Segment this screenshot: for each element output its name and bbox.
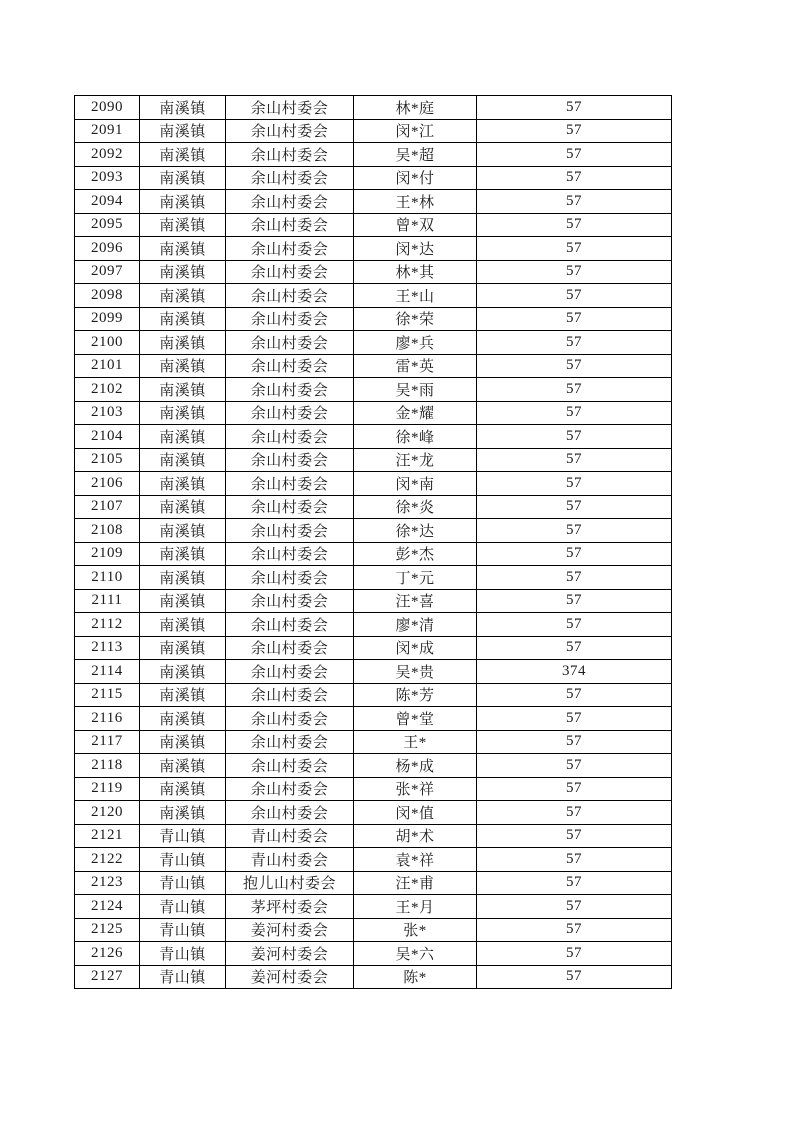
table-row bbox=[75, 213, 672, 237]
table-row bbox=[75, 495, 672, 519]
town-cell: 南溪镇 bbox=[140, 401, 226, 425]
roster-table-body bbox=[75, 96, 672, 989]
village-cell: 余山村委会 bbox=[226, 636, 354, 660]
value-cell: 57 bbox=[477, 354, 672, 378]
serial-cell: 2098 bbox=[75, 284, 140, 308]
village-cell: 余山村委会 bbox=[226, 401, 354, 425]
village-cell: 余山村委会 bbox=[226, 354, 354, 378]
name-cell: 陈*芳 bbox=[354, 683, 477, 707]
name-cell: 闵*值 bbox=[354, 801, 477, 825]
value-cell: 57 bbox=[477, 401, 672, 425]
town-cell: 南溪镇 bbox=[140, 472, 226, 496]
town-cell: 南溪镇 bbox=[140, 801, 226, 825]
village-cell: 余山村委会 bbox=[226, 237, 354, 261]
village-cell: 余山村委会 bbox=[226, 119, 354, 143]
value-cell: 57 bbox=[477, 166, 672, 190]
table-row bbox=[75, 848, 672, 872]
town-cell: 南溪镇 bbox=[140, 166, 226, 190]
village-cell: 余山村委会 bbox=[226, 190, 354, 214]
name-cell: 彭*杰 bbox=[354, 542, 477, 566]
value-cell: 57 bbox=[477, 190, 672, 214]
value-cell: 57 bbox=[477, 613, 672, 637]
serial-cell: 2120 bbox=[75, 801, 140, 825]
table-row bbox=[75, 166, 672, 190]
serial-cell: 2103 bbox=[75, 401, 140, 425]
village-cell: 余山村委会 bbox=[226, 589, 354, 613]
town-cell: 南溪镇 bbox=[140, 730, 226, 754]
table-row bbox=[75, 942, 672, 966]
value-cell: 57 bbox=[477, 754, 672, 778]
village-cell: 姜河村委会 bbox=[226, 965, 354, 989]
name-cell: 闵*成 bbox=[354, 636, 477, 660]
table-row bbox=[75, 777, 672, 801]
village-cell: 余山村委会 bbox=[226, 707, 354, 731]
serial-cell: 2104 bbox=[75, 425, 140, 449]
serial-cell: 2092 bbox=[75, 143, 140, 167]
village-cell: 余山村委会 bbox=[226, 613, 354, 637]
village-cell: 余山村委会 bbox=[226, 777, 354, 801]
town-cell: 青山镇 bbox=[140, 824, 226, 848]
name-cell: 汪*龙 bbox=[354, 448, 477, 472]
town-cell: 青山镇 bbox=[140, 942, 226, 966]
table-row bbox=[75, 401, 672, 425]
village-cell: 余山村委会 bbox=[226, 213, 354, 237]
town-cell: 南溪镇 bbox=[140, 237, 226, 261]
name-cell: 胡*术 bbox=[354, 824, 477, 848]
value-cell: 57 bbox=[477, 542, 672, 566]
serial-cell: 2119 bbox=[75, 777, 140, 801]
town-cell: 南溪镇 bbox=[140, 636, 226, 660]
name-cell: 徐*炎 bbox=[354, 495, 477, 519]
town-cell: 南溪镇 bbox=[140, 660, 226, 684]
town-cell: 南溪镇 bbox=[140, 495, 226, 519]
serial-cell: 2125 bbox=[75, 918, 140, 942]
village-cell: 余山村委会 bbox=[226, 801, 354, 825]
value-cell: 57 bbox=[477, 566, 672, 590]
table-row bbox=[75, 472, 672, 496]
serial-cell: 2118 bbox=[75, 754, 140, 778]
table-row bbox=[75, 871, 672, 895]
table-row bbox=[75, 378, 672, 402]
serial-cell: 2115 bbox=[75, 683, 140, 707]
name-cell: 廖*兵 bbox=[354, 331, 477, 355]
town-cell: 南溪镇 bbox=[140, 542, 226, 566]
serial-cell: 2112 bbox=[75, 613, 140, 637]
village-cell: 余山村委会 bbox=[226, 284, 354, 308]
village-cell: 余山村委会 bbox=[226, 730, 354, 754]
town-cell: 青山镇 bbox=[140, 848, 226, 872]
table-row bbox=[75, 448, 672, 472]
name-cell: 廖*清 bbox=[354, 613, 477, 637]
name-cell: 闵*江 bbox=[354, 119, 477, 143]
town-cell: 南溪镇 bbox=[140, 707, 226, 731]
value-cell: 57 bbox=[477, 260, 672, 284]
value-cell: 57 bbox=[477, 378, 672, 402]
village-cell: 余山村委会 bbox=[226, 495, 354, 519]
table-row bbox=[75, 707, 672, 731]
value-cell: 57 bbox=[477, 942, 672, 966]
serial-cell: 2106 bbox=[75, 472, 140, 496]
table-row bbox=[75, 260, 672, 284]
table-row bbox=[75, 190, 672, 214]
value-cell: 57 bbox=[477, 918, 672, 942]
village-cell: 青山村委会 bbox=[226, 824, 354, 848]
name-cell: 张*祥 bbox=[354, 777, 477, 801]
name-cell: 陈* bbox=[354, 965, 477, 989]
name-cell: 闵*达 bbox=[354, 237, 477, 261]
value-cell: 57 bbox=[477, 213, 672, 237]
serial-cell: 2096 bbox=[75, 237, 140, 261]
name-cell: 吴*超 bbox=[354, 143, 477, 167]
name-cell: 闵*付 bbox=[354, 166, 477, 190]
name-cell: 王*林 bbox=[354, 190, 477, 214]
village-cell: 茅坪村委会 bbox=[226, 895, 354, 919]
name-cell: 雷*英 bbox=[354, 354, 477, 378]
table-row bbox=[75, 895, 672, 919]
name-cell: 袁*祥 bbox=[354, 848, 477, 872]
serial-cell: 2095 bbox=[75, 213, 140, 237]
village-cell: 余山村委会 bbox=[226, 683, 354, 707]
town-cell: 南溪镇 bbox=[140, 331, 226, 355]
village-cell: 余山村委会 bbox=[226, 260, 354, 284]
name-cell: 林*其 bbox=[354, 260, 477, 284]
table-row bbox=[75, 307, 672, 331]
town-cell: 南溪镇 bbox=[140, 119, 226, 143]
name-cell: 闵*南 bbox=[354, 472, 477, 496]
village-cell: 余山村委会 bbox=[226, 307, 354, 331]
town-cell: 青山镇 bbox=[140, 871, 226, 895]
town-cell: 南溪镇 bbox=[140, 378, 226, 402]
town-cell: 青山镇 bbox=[140, 965, 226, 989]
serial-cell: 2114 bbox=[75, 660, 140, 684]
village-cell: 余山村委会 bbox=[226, 566, 354, 590]
value-cell: 57 bbox=[477, 801, 672, 825]
town-cell: 青山镇 bbox=[140, 918, 226, 942]
village-cell: 余山村委会 bbox=[226, 331, 354, 355]
name-cell: 曾*堂 bbox=[354, 707, 477, 731]
village-cell: 余山村委会 bbox=[226, 96, 354, 120]
value-cell: 57 bbox=[477, 237, 672, 261]
table-row bbox=[75, 237, 672, 261]
town-cell: 南溪镇 bbox=[140, 96, 226, 120]
value-cell: 57 bbox=[477, 307, 672, 331]
value-cell: 57 bbox=[477, 495, 672, 519]
village-cell: 余山村委会 bbox=[226, 166, 354, 190]
table-row bbox=[75, 284, 672, 308]
serial-cell: 2127 bbox=[75, 965, 140, 989]
table-row bbox=[75, 119, 672, 143]
value-cell: 57 bbox=[477, 284, 672, 308]
value-cell: 57 bbox=[477, 519, 672, 543]
name-cell: 林*庭 bbox=[354, 96, 477, 120]
serial-cell: 2124 bbox=[75, 895, 140, 919]
serial-cell: 2126 bbox=[75, 942, 140, 966]
serial-cell: 2101 bbox=[75, 354, 140, 378]
name-cell: 张* bbox=[354, 918, 477, 942]
serial-cell: 2090 bbox=[75, 96, 140, 120]
serial-cell: 2117 bbox=[75, 730, 140, 754]
value-cell: 57 bbox=[477, 965, 672, 989]
value-cell: 374 bbox=[477, 660, 672, 684]
value-cell: 57 bbox=[477, 119, 672, 143]
village-cell: 余山村委会 bbox=[226, 448, 354, 472]
village-cell: 姜河村委会 bbox=[226, 918, 354, 942]
table-row bbox=[75, 542, 672, 566]
value-cell: 57 bbox=[477, 824, 672, 848]
table-row bbox=[75, 918, 672, 942]
town-cell: 南溪镇 bbox=[140, 448, 226, 472]
town-cell: 南溪镇 bbox=[140, 307, 226, 331]
table-row bbox=[75, 824, 672, 848]
village-cell: 余山村委会 bbox=[226, 754, 354, 778]
serial-cell: 2110 bbox=[75, 566, 140, 590]
table-row bbox=[75, 425, 672, 449]
name-cell: 王* bbox=[354, 730, 477, 754]
name-cell: 金*耀 bbox=[354, 401, 477, 425]
town-cell: 南溪镇 bbox=[140, 143, 226, 167]
serial-cell: 2111 bbox=[75, 589, 140, 613]
town-cell: 南溪镇 bbox=[140, 566, 226, 590]
name-cell: 王*山 bbox=[354, 284, 477, 308]
value-cell: 57 bbox=[477, 425, 672, 449]
value-cell: 57 bbox=[477, 472, 672, 496]
table-row bbox=[75, 801, 672, 825]
serial-cell: 2113 bbox=[75, 636, 140, 660]
name-cell: 吴*贵 bbox=[354, 660, 477, 684]
village-cell: 余山村委会 bbox=[226, 519, 354, 543]
town-cell: 南溪镇 bbox=[140, 777, 226, 801]
serial-cell: 2116 bbox=[75, 707, 140, 731]
serial-cell: 2123 bbox=[75, 871, 140, 895]
table-row bbox=[75, 754, 672, 778]
town-cell: 南溪镇 bbox=[140, 284, 226, 308]
table-row bbox=[75, 965, 672, 989]
name-cell: 汪*喜 bbox=[354, 589, 477, 613]
town-cell: 南溪镇 bbox=[140, 213, 226, 237]
value-cell: 57 bbox=[477, 683, 672, 707]
village-cell: 抱儿山村委会 bbox=[226, 871, 354, 895]
value-cell: 57 bbox=[477, 589, 672, 613]
serial-cell: 2121 bbox=[75, 824, 140, 848]
table-row bbox=[75, 589, 672, 613]
value-cell: 57 bbox=[477, 707, 672, 731]
serial-cell: 2122 bbox=[75, 848, 140, 872]
roster-table bbox=[74, 95, 672, 989]
table-row bbox=[75, 143, 672, 167]
serial-cell: 2094 bbox=[75, 190, 140, 214]
name-cell: 王*月 bbox=[354, 895, 477, 919]
town-cell: 青山镇 bbox=[140, 895, 226, 919]
town-cell: 南溪镇 bbox=[140, 354, 226, 378]
serial-cell: 2100 bbox=[75, 331, 140, 355]
village-cell: 余山村委会 bbox=[226, 425, 354, 449]
town-cell: 南溪镇 bbox=[140, 425, 226, 449]
name-cell: 吴*六 bbox=[354, 942, 477, 966]
village-cell: 余山村委会 bbox=[226, 660, 354, 684]
name-cell: 徐*峰 bbox=[354, 425, 477, 449]
table-row bbox=[75, 636, 672, 660]
table-row bbox=[75, 730, 672, 754]
name-cell: 杨*成 bbox=[354, 754, 477, 778]
serial-cell: 2102 bbox=[75, 378, 140, 402]
town-cell: 南溪镇 bbox=[140, 190, 226, 214]
town-cell: 南溪镇 bbox=[140, 519, 226, 543]
table-row bbox=[75, 660, 672, 684]
table-row bbox=[75, 613, 672, 637]
name-cell: 汪*甫 bbox=[354, 871, 477, 895]
value-cell: 57 bbox=[477, 96, 672, 120]
serial-cell: 2105 bbox=[75, 448, 140, 472]
value-cell: 57 bbox=[477, 871, 672, 895]
village-cell: 余山村委会 bbox=[226, 542, 354, 566]
village-cell: 姜河村委会 bbox=[226, 942, 354, 966]
value-cell: 57 bbox=[477, 331, 672, 355]
value-cell: 57 bbox=[477, 895, 672, 919]
table-row bbox=[75, 519, 672, 543]
name-cell: 曾*双 bbox=[354, 213, 477, 237]
table-row bbox=[75, 566, 672, 590]
table-row bbox=[75, 683, 672, 707]
value-cell: 57 bbox=[477, 730, 672, 754]
serial-cell: 2107 bbox=[75, 495, 140, 519]
value-cell: 57 bbox=[477, 448, 672, 472]
serial-cell: 2099 bbox=[75, 307, 140, 331]
village-cell: 余山村委会 bbox=[226, 378, 354, 402]
value-cell: 57 bbox=[477, 777, 672, 801]
serial-cell: 2093 bbox=[75, 166, 140, 190]
name-cell: 徐*荣 bbox=[354, 307, 477, 331]
table-row bbox=[75, 354, 672, 378]
town-cell: 南溪镇 bbox=[140, 754, 226, 778]
serial-cell: 2097 bbox=[75, 260, 140, 284]
town-cell: 南溪镇 bbox=[140, 589, 226, 613]
village-cell: 青山村委会 bbox=[226, 848, 354, 872]
serial-cell: 2091 bbox=[75, 119, 140, 143]
village-cell: 余山村委会 bbox=[226, 472, 354, 496]
name-cell: 徐*达 bbox=[354, 519, 477, 543]
name-cell: 吴*雨 bbox=[354, 378, 477, 402]
value-cell: 57 bbox=[477, 143, 672, 167]
town-cell: 南溪镇 bbox=[140, 683, 226, 707]
town-cell: 南溪镇 bbox=[140, 260, 226, 284]
town-cell: 南溪镇 bbox=[140, 613, 226, 637]
village-cell: 余山村委会 bbox=[226, 143, 354, 167]
value-cell: 57 bbox=[477, 848, 672, 872]
value-cell: 57 bbox=[477, 636, 672, 660]
name-cell: 丁*元 bbox=[354, 566, 477, 590]
table-row bbox=[75, 96, 672, 120]
serial-cell: 2109 bbox=[75, 542, 140, 566]
table-row bbox=[75, 331, 672, 355]
serial-cell: 2108 bbox=[75, 519, 140, 543]
